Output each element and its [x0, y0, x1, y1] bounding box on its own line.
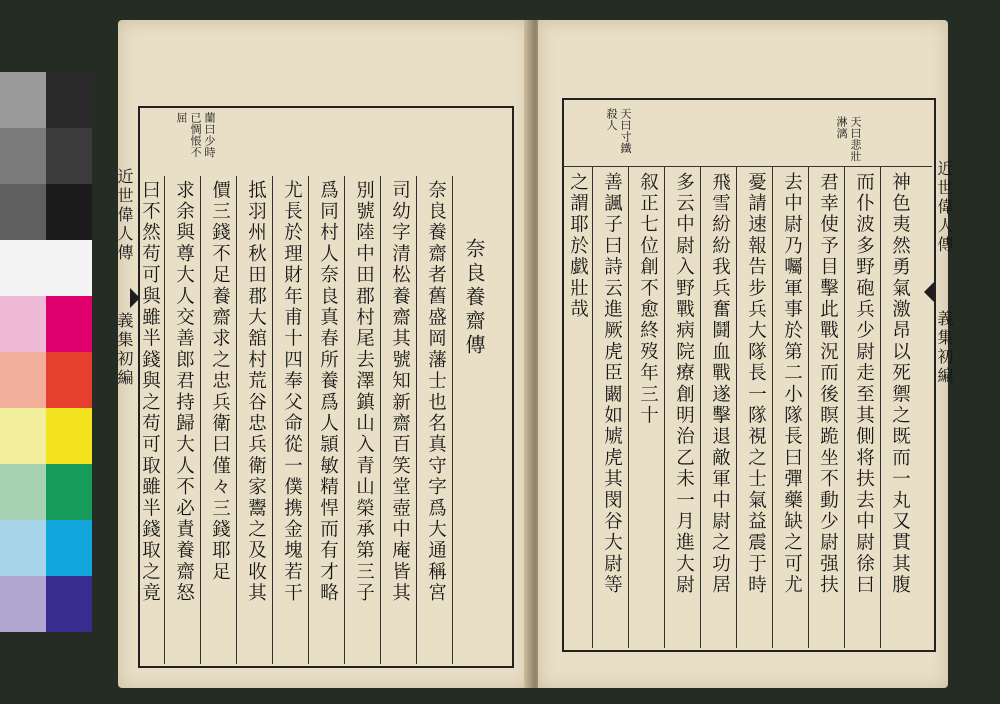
- left-running-head: 近世偉人傳: [115, 168, 134, 263]
- right-col-rule: [736, 166, 737, 648]
- left-title: 奈良養齋傳: [462, 238, 486, 358]
- right-margin-text: 義集初編: [935, 310, 954, 386]
- right-col-9: 善諷子曰詩云進厥虎臣闞如虓虎其閔谷大尉等: [601, 172, 623, 596]
- right-headnote-rule: [562, 166, 932, 167]
- color-swatch: [46, 352, 92, 408]
- left-col-3: 別號陸中田郡村尾去澤鎮山入青山榮承第三子: [353, 180, 375, 604]
- color-swatch: [0, 464, 46, 520]
- right-page: [538, 20, 954, 688]
- left-col-rule: [200, 176, 201, 664]
- left-col-8: 求余與尊大人交善郎君持歸大人不必責養齋怒: [173, 180, 195, 604]
- right-col-7: 多云中尉入野戰病院療創明治乙未一月進大尉: [673, 172, 695, 596]
- right-col-2: 而仆波多野砲兵少尉走至其側将扶去中尉徐曰: [853, 172, 875, 596]
- left-page: [115, 20, 530, 688]
- left-col-rule: [344, 176, 345, 664]
- right-headnote-1a: 天曰悲壯: [849, 116, 862, 162]
- color-swatch: [46, 296, 92, 352]
- right-headnote-1b: 淋漓: [835, 116, 848, 139]
- right-col-1: 神色夷然勇氣激昂以死禦之既而一丸又貫其腹: [889, 172, 911, 596]
- color-swatch: [46, 408, 92, 464]
- color-swatch: [46, 128, 92, 184]
- right-headnote-2a: 天曰寸鐵: [619, 108, 632, 154]
- color-swatch: [46, 240, 92, 296]
- right-col-rule: [700, 166, 701, 648]
- color-swatch: [46, 520, 92, 576]
- right-col-8: 叙正七位創不愈終歿年三十: [637, 172, 659, 427]
- right-running-head: 近世偉人傳: [935, 160, 954, 255]
- open-book: [115, 20, 954, 688]
- left-headnote-2: 已惆悵不: [189, 112, 202, 158]
- color-swatch: [46, 464, 92, 520]
- right-col-rule: [772, 166, 773, 648]
- color-swatch: [46, 184, 92, 240]
- color-swatch: [0, 184, 46, 240]
- right-col-rule: [844, 166, 845, 648]
- color-swatch: [0, 408, 46, 464]
- right-col-3: 君幸使予目擊此戰況而後瞑跪坐不動少尉强扶: [817, 172, 839, 596]
- color-swatch: [46, 576, 92, 632]
- left-col-4: 爲同村人奈良真春所養爲人頴敏精悍而有才略: [317, 180, 339, 604]
- left-col-2: 司幼字清松養齋其號知新齋百笑堂壺中庵皆其: [389, 180, 411, 604]
- left-col-1: 奈良養齋者舊盛岡藩士也名真守字爲大通稱宮: [425, 180, 447, 604]
- right-fishtail-marker: [924, 282, 934, 302]
- left-col-7: 價三錢不足養齋求之忠兵衛曰僅々三錢耶足: [209, 180, 231, 583]
- color-swatch: [0, 72, 46, 128]
- color-calibration-bar: [0, 72, 92, 632]
- left-col-6: 抵羽州秋田郡大舘村荒谷忠兵衛家鬻之及收其: [245, 180, 267, 604]
- left-col-rule: [452, 176, 453, 664]
- color-swatch: [0, 352, 46, 408]
- right-col-4: 去中尉乃囑軍事於第二小隊長曰彈藥缺之可尤: [781, 172, 803, 596]
- left-col-9: 曰不然苟可與雖半錢與之苟可取雖半錢取之竟: [139, 180, 161, 604]
- left-fishtail-marker: [130, 288, 140, 308]
- right-col-5: 憂請速報告步兵大隊長一隊視之士氣益震于時: [745, 172, 767, 596]
- color-swatch: [0, 240, 46, 296]
- left-headnote-1: 蘭曰少時: [203, 112, 216, 158]
- left-col-rule: [416, 176, 417, 664]
- left-col-rule: [308, 176, 309, 664]
- right-col-6: 飛雪紛紛我兵奮鬪血戰遂擊退敵軍中尉之功居: [709, 172, 731, 596]
- right-col-rule: [664, 166, 665, 648]
- color-swatch: [0, 128, 46, 184]
- left-col-rule: [380, 176, 381, 664]
- right-col-rule: [808, 166, 809, 648]
- left-margin-text: 義集初編: [115, 312, 134, 388]
- left-col-rule: [164, 176, 165, 664]
- left-col-rule: [272, 176, 273, 664]
- left-headnote-3: 屈: [175, 112, 188, 124]
- color-swatch: [0, 296, 46, 352]
- right-headnote-2b: 殺人: [605, 108, 618, 131]
- right-col-rule: [628, 166, 629, 648]
- color-swatch: [0, 520, 46, 576]
- right-col-rule: [880, 166, 881, 648]
- color-swatch: [46, 72, 92, 128]
- left-col-5: 尤長於理財年甫十四奉父命從一僕携金塊若干: [281, 180, 303, 604]
- right-col-10: 之謂耶於戯壯哉: [567, 172, 589, 321]
- right-col-rule: [592, 166, 593, 648]
- color-swatch: [0, 576, 46, 632]
- left-col-rule: [236, 176, 237, 664]
